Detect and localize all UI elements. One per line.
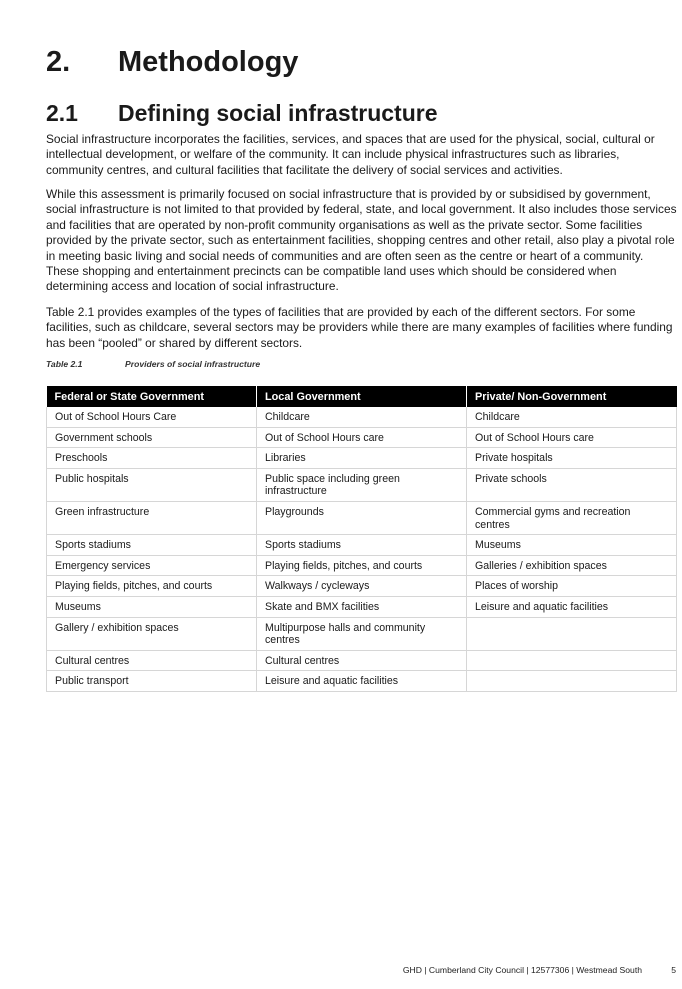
table-caption (46, 359, 260, 369)
table-row (47, 576, 677, 597)
table-cell: Cultural centres (257, 650, 467, 671)
section-title: Methodology (118, 46, 299, 78)
table-row (47, 468, 677, 501)
table-cell: Out of School Hours care (257, 427, 467, 448)
table-cell: Libraries (257, 448, 467, 469)
table-row (47, 501, 677, 534)
table-row (47, 448, 677, 469)
table-cell: Gallery / exhibition spaces (47, 617, 257, 650)
table-cell: Public transport (47, 671, 257, 692)
table-cell: Places of worship (467, 576, 677, 597)
page-number: 5 (671, 965, 676, 975)
table-row (47, 427, 677, 448)
table-cell: Skate and BMX facilities (257, 596, 467, 617)
table-row (47, 650, 677, 671)
table-cell: Public space including green infrastructure (257, 468, 467, 501)
table-cell: Leisure and aquatic facilities (257, 671, 467, 692)
table-cell: Commercial gyms and recreation centres (467, 501, 677, 534)
footer-text: GHD | Cumberland City Council | 12577306 | Westmead South (402, 965, 642, 975)
table-cell: Private hospitals (467, 448, 677, 469)
body-paragraph: While this assessment is primarily focused on social infrastructure that is provided by or subsidised by government, social infrastructure is not limited to that provided by federal, state, and local government. It also includes those services and facilities that are operated by non-profit community organisations as well as the private sector. Some facilities provided by the private sector, such as entertainment facilities, shopping centres and other retail, also play a pivotal role in meeting basic living and social needs of communities and are often seen as the centre or heart of a community. These shopping and entertainment precincts can be compatible land uses which should be considered when determining access and location of social infrastructure. (46, 187, 677, 294)
table-cell (467, 671, 677, 692)
table-cell: Emergency services (47, 555, 257, 576)
table-cell: Private schools (467, 468, 677, 501)
table-row (47, 407, 677, 427)
column-header: Private/ Non-Government (467, 386, 677, 407)
table-cell: Museums (47, 596, 257, 617)
table-cell: Playing fields, pitches, and courts (257, 555, 467, 576)
table-cell (467, 617, 677, 650)
column-header: Local Government (257, 386, 467, 407)
table-row (47, 671, 677, 692)
body-paragraph: Social infrastructure incorporates the facilities, services, and spaces that are used for the physical, social, cultural or intellectual development, or welfare of the community. It can include physical infrastructures such as libraries, community centres, and cultural facilities that facilitate the delivery of social services and activities. (46, 132, 655, 177)
table-cell (467, 650, 677, 671)
subsection-heading (46, 99, 438, 127)
table-cell: Public hospitals (47, 468, 257, 501)
table-cell: Sports stadiums (257, 535, 467, 556)
body-paragraph: Table 2.1 provides examples of the types of facilities that are provided by each of the different sectors. For some facilities, such as childcare, several sectors may be providers while there are many examples of facilities where funding has been “pooled” or shared by different sectors. (46, 305, 673, 350)
section-heading (46, 44, 298, 80)
table-cell: Multipurpose halls and community centres (257, 617, 467, 650)
table-cell: Walkways / cycleways (257, 576, 467, 597)
table-cell: Out of School Hours Care (47, 407, 257, 427)
table-cell: Cultural centres (47, 650, 257, 671)
table-row (47, 535, 677, 556)
table-cell: Government schools (47, 427, 257, 448)
table-row (47, 555, 677, 576)
table-caption-title: Providers of social infrastructure (125, 359, 261, 369)
table-cell: Playgrounds (257, 501, 467, 534)
subsection-number: 2.1 (46, 100, 78, 126)
table-body (47, 407, 677, 691)
table-cell: Sports stadiums (47, 535, 257, 556)
table-header-row (47, 386, 677, 407)
table-cell: Childcare (257, 407, 467, 427)
table-cell: Out of School Hours care (467, 427, 677, 448)
table-row (47, 596, 677, 617)
subsection-title: Defining social infrastructure (118, 100, 438, 126)
table-cell: Green infrastructure (47, 501, 257, 534)
table-cell: Playing fields, pitches, and courts (47, 576, 257, 597)
table-row (47, 617, 677, 650)
table-cell: Leisure and aquatic facilities (467, 596, 677, 617)
providers-table (46, 386, 677, 692)
table-cell: Museums (467, 535, 677, 556)
section-number: 2. (46, 46, 71, 78)
table-cell: Preschools (47, 448, 257, 469)
column-header: Federal or State Government (47, 386, 257, 407)
table-cell: Galleries / exhibition spaces (467, 555, 677, 576)
table-cell: Childcare (467, 407, 677, 427)
table-caption-number: Table 2.1 (46, 359, 83, 369)
